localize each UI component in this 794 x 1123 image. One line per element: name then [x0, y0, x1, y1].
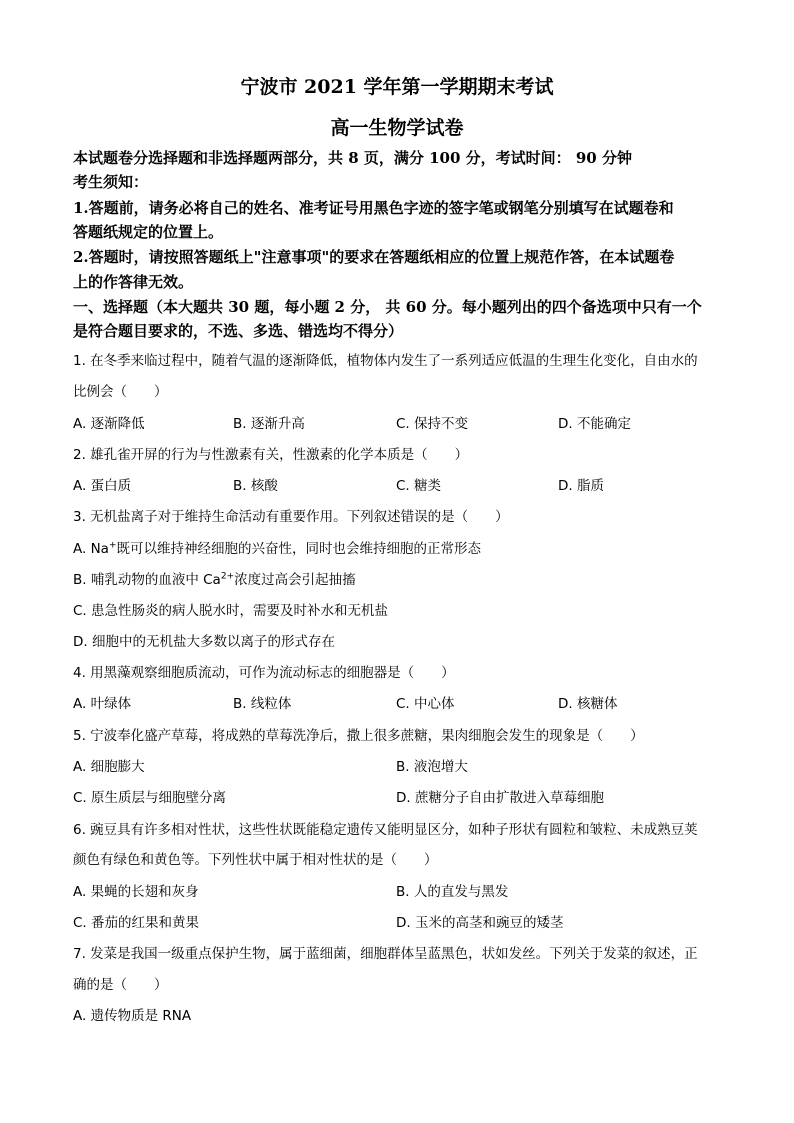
q5-stem: 5. 宁波奉化盛产草莓，将成熟的草莓洗净后，撒上很多蔗糖，果肉细胞会发生的现象是（ ）	[73, 728, 644, 744]
q4-option-a: A. 叶绿体	[73, 696, 132, 712]
q1-option-b: B. 逐渐升高	[233, 416, 305, 432]
q2-option-d: D. 脂质	[558, 478, 604, 494]
q4-option-c: C. 中心体	[396, 696, 455, 712]
q3-option-a	[73, 537, 481, 557]
q6-stem-line-1: 6. 豌豆具有许多相对性状，这些性状既能稳定遗传又能明显区分，如种子形状有圆粒和皱粒、未成熟豆荚	[73, 822, 698, 838]
exam-title: 宁波市 2021 学年第一学期期末考试	[240, 76, 554, 98]
q4-stem: 4. 用黑藻观察细胞质流动，可作为流动标志的细胞器是（ ）	[73, 665, 455, 681]
q5-option-d: D. 蔗糖分子自由扩散进入草莓细胞	[396, 790, 604, 806]
section-heading-line-1: 一、选择题（本大题共 30 题，每小题 2 分， 共 60 分。每小题列出的四个备选项中只有一个	[73, 298, 702, 316]
q3-option-a-text: 既可以维持神经细胞的兴奋性，同时也会维持细胞的正常形态	[116, 541, 481, 557]
q1-option-a: A. 逐渐降低	[73, 416, 145, 432]
q3-option-b-superscript: 2+	[220, 571, 235, 582]
q5-option-a: A. 细胞膨大	[73, 759, 145, 775]
q3-option-a-superscript: +	[108, 540, 117, 551]
section-heading-line-2: 是符合题目要求的，不选、多选、错选均不得分）	[73, 322, 404, 340]
q6-option-b: B. 人的直发与黑发	[396, 884, 509, 900]
q2-option-a: A. 蛋白质	[73, 478, 132, 494]
q3-option-c: C. 患急性肠炎的病人脱水时，需要及时补水和无机盐	[73, 603, 389, 619]
q3-option-b-prefix: B. 哺乳动物的血液中 Ca	[73, 572, 221, 588]
q3-option-b	[73, 568, 356, 588]
q3-option-d: D. 细胞中的无机盐大多数以离子的形式存在	[73, 634, 335, 650]
q1-option-c: C. 保持不变	[396, 416, 469, 432]
q3-option-a-prefix: A. Na	[73, 541, 109, 557]
note-1-line-2: 答题纸规定的位置上。	[73, 223, 224, 241]
q3-stem: 3. 无机盐离子对于维持生命活动有重要作用。下列叙述错误的是（ ）	[73, 509, 509, 525]
q4-option-b: B. 线粒体	[233, 696, 292, 712]
note-2-line-1: 2.答题时，请按照答题纸上"注意事项"的要求在答题纸相应的位置上规范作答，在本试题卷	[73, 248, 675, 266]
q6-option-d: D. 玉米的高茎和豌豆的矮茎	[396, 915, 564, 931]
note-1-line-1: 1.答题前，请务必将自己的姓名、准考证号用黑色字迹的签字笔或钢笔分别填写在试题卷和	[73, 199, 674, 217]
q7-option-a: A. 遗传物质是 RNA	[73, 1008, 192, 1024]
q4-option-d: D. 核糖体	[558, 696, 618, 712]
q1-option-d: D. 不能确定	[558, 416, 631, 432]
q2-stem: 2. 雄孔雀开屏的行为与性激素有关，性激素的化学本质是（ ）	[73, 447, 469, 463]
exam-subtitle: 高一生物学试卷	[330, 117, 464, 139]
q6-option-c: C. 番茄的红果和黄果	[73, 915, 200, 931]
notice-title: 考生须知：	[73, 173, 149, 191]
q6-stem-line-2: 颜色有绿色和黄色等。下列性状中属于相对性状的是（ ）	[73, 852, 438, 868]
q7-stem-line-1: 7. 发菜是我国一级重点保护生物，属于蓝细菌，细胞群体呈蓝黑色，状如发丝。下列关于发菜的叙述，正	[73, 946, 698, 962]
intro-line: 本试题卷分选择题和非选择题两部分，共 8 页，满分 100 分，考试时间： 90 分钟	[73, 149, 632, 167]
q5-option-b: B. 液泡增大	[396, 759, 468, 775]
q2-option-c: C. 糖类	[396, 478, 442, 494]
note-2-line-2: 上的作答律无效。	[73, 273, 194, 291]
q6-option-a: A. 果蝇的长翅和灰身	[73, 884, 199, 900]
q1-stem-line-1: 1. 在冬季来临过程中，随着气温的逐渐降低，植物体内发生了一系列适应低温的生理生化变化，自由水的	[73, 353, 698, 369]
q5-option-c: C. 原生质层与细胞壁分离	[73, 790, 227, 806]
q1-stem-line-2: 比例会（ ）	[73, 384, 168, 400]
q7-stem-line-2: 确的是（ ）	[73, 977, 168, 993]
q2-option-b: B. 核酸	[233, 478, 278, 494]
q3-option-b-text: 浓度过高会引起抽搐	[234, 572, 356, 588]
